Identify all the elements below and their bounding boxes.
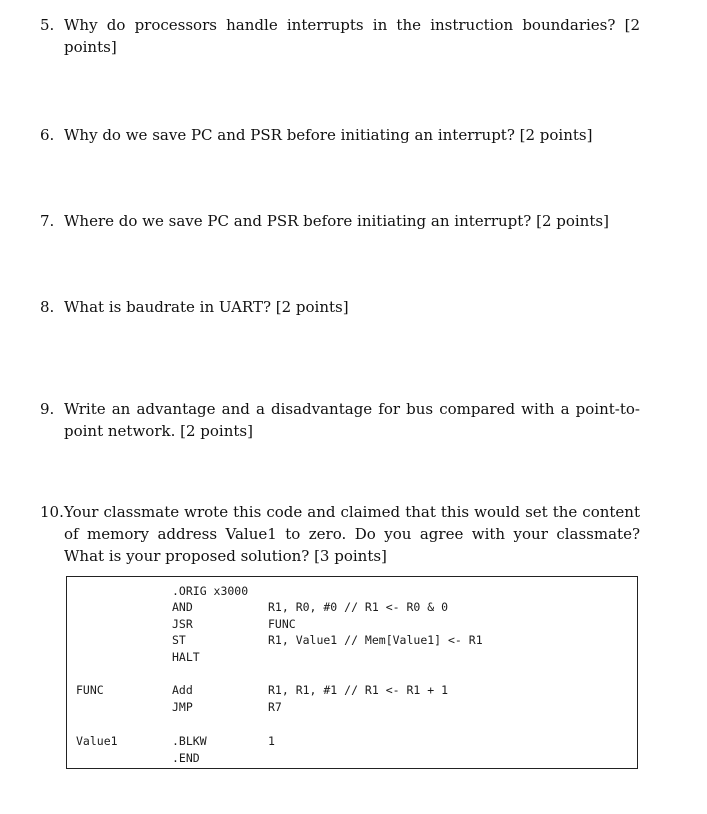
question-6 <box>40 124 640 146</box>
question-text: Where do we save PC and PSR before initiating an interrupt? [2 points] <box>64 212 609 230</box>
code-label: Value1 <box>76 734 118 748</box>
code-op: ST <box>172 633 186 647</box>
question-text: Why do processors handle interrupts in the instruction boundaries? [2 points] <box>64 16 640 56</box>
code-op: AND <box>172 600 193 614</box>
question-number: 6. <box>40 126 55 144</box>
question-text: Why do we save PC and PSR before initiating an interrupt? [2 points] <box>64 126 593 144</box>
code-op: .ORIG x3000 <box>172 584 249 598</box>
question-text: Your classmate wrote this code and claimed that this would set the content of memory address Value1 to zero. Do you agree with your classmate? What is your proposed solution? [3 points] <box>64 503 640 565</box>
question-number: 9. <box>40 400 55 418</box>
question-7 <box>40 210 640 232</box>
code-op: Add <box>172 683 193 697</box>
code-args: R7 <box>268 700 282 714</box>
question-text: What is baudrate in UART? [2 points] <box>64 298 349 316</box>
code-args: R1, Value1 // Mem[Value1] <- R1 <box>268 633 483 647</box>
code-op: HALT <box>172 650 200 664</box>
code-args: R1, R0, #0 // R1 <- R0 & 0 <box>268 600 449 614</box>
code-op: .END <box>172 751 200 765</box>
question-5 <box>40 14 640 58</box>
question-text: Write an advantage and a disadvantage for bus compared with a point-to-point network. [2 points] <box>64 400 640 440</box>
question-9 <box>40 398 640 442</box>
question-number: 10. <box>40 503 64 521</box>
code-op: JSR <box>172 617 193 631</box>
code-op: JMP <box>172 700 193 714</box>
code-args: R1, R1, #1 // R1 <- R1 + 1 <box>268 683 449 697</box>
code-args: 1 <box>268 734 275 748</box>
code-label: FUNC <box>76 683 104 697</box>
question-number: 8. <box>40 298 55 316</box>
question-10 <box>40 501 640 567</box>
question-number: 5. <box>40 16 55 34</box>
code-listing <box>66 576 638 769</box>
question-8 <box>40 296 640 318</box>
code-args: FUNC <box>268 617 296 631</box>
code-op: .BLKW <box>172 734 207 748</box>
question-number: 7. <box>40 212 55 230</box>
